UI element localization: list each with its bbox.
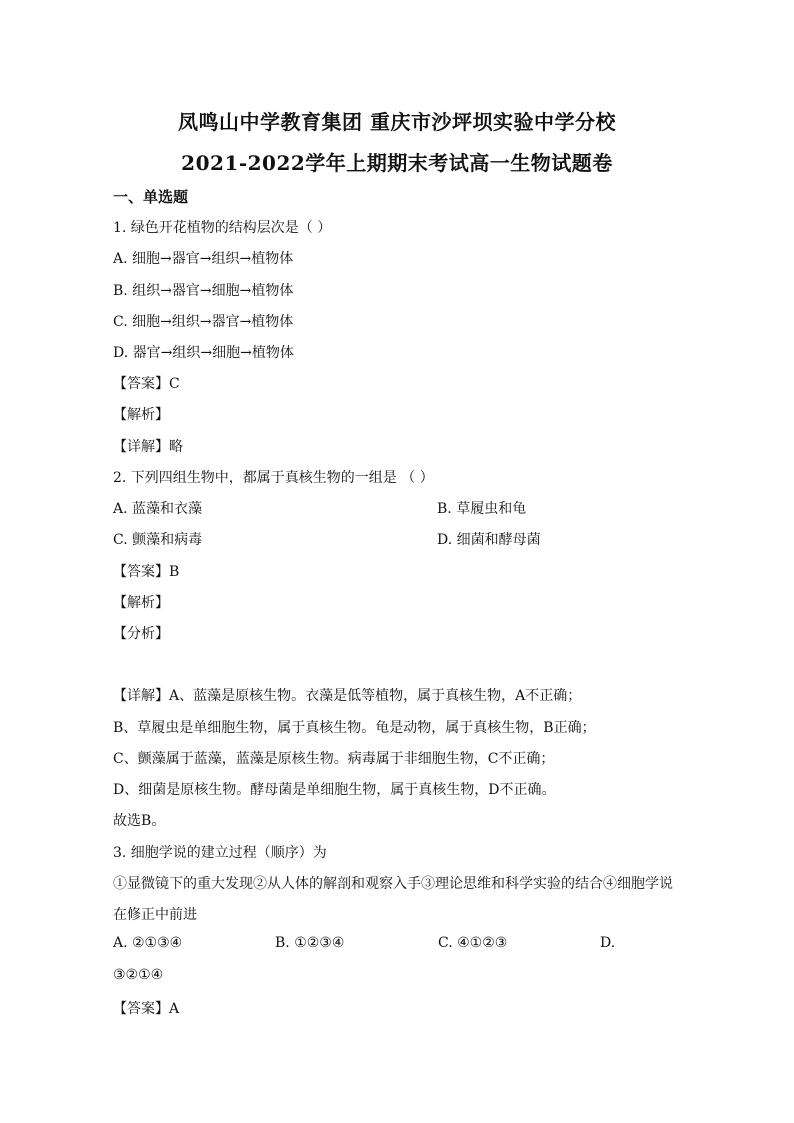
q3-option-d-value: ③②①④ — [113, 967, 164, 983]
q3-option-b: B. ①②③④ — [275, 935, 345, 951]
q2-fenxi: 【分析】 — [113, 626, 169, 642]
q3-answer: 【答案】A — [113, 1001, 180, 1017]
q1-option-d: D. 器官→组织→细胞→植物体 — [113, 345, 294, 361]
q3-option-d-label: D. — [600, 935, 616, 951]
q2-option-c: C. 颤藻和病毒 — [113, 532, 203, 548]
q3-option-c: C. ④①②③ — [438, 935, 508, 951]
q2-detail-line: 【详解】A、蓝藻是原核生物。衣藻是低等植物，属于真核生物，A不正确； — [113, 688, 582, 704]
q3-description-line2: 在修正中前进 — [113, 907, 197, 923]
q2-detail-line: C、颤藻属于蓝藻，蓝藻是原核生物。病毒属于非细胞生物，C不正确； — [113, 751, 555, 767]
q1-option-a: A. 细胞→器官→组织→植物体 — [113, 251, 294, 267]
header-title-line1: 凤鸣山中学教育集团 重庆市沙坪坝实验中学分校 — [178, 110, 616, 134]
q1-option-b: B. 组织→器官→细胞→植物体 — [113, 283, 294, 299]
q2-analysis: 【解析】 — [113, 595, 169, 611]
q1-analysis: 【解析】 — [113, 407, 169, 423]
q1-answer: 【答案】C — [113, 376, 180, 392]
q2-detail-line: D、细菌是原核生物。酵母菌是单细胞生物，属于真核生物，D不正确。 — [113, 782, 556, 798]
section-heading: 一、单选题 — [113, 188, 189, 206]
q2-option-a: A. 蓝藻和衣藻 — [113, 501, 203, 517]
q2-stem: 2. 下列四组生物中，都属于真核生物的一组是 （ ） — [113, 470, 434, 486]
q2-answer: 【答案】B — [113, 564, 180, 580]
q2-option-b: B. 草履虫和龟 — [437, 501, 527, 517]
q1-stem: 1. 绿色开花植物的结构层次是（ ） — [113, 220, 332, 236]
q1-option-c: C. 细胞→组织→器官→植物体 — [113, 314, 294, 330]
q2-detail-line: B、草履虫是单细胞生物，属于真核生物。龟是动物，属于真核生物，B正确； — [113, 720, 596, 736]
q3-stem: 3. 细胞学说的建立过程（顺序）为 — [113, 845, 327, 861]
q2-conclusion: 故选B。 — [113, 813, 166, 829]
header-title-line2: 2021-2022学年上期期末考试高一生物试题卷 — [181, 151, 613, 175]
q3-option-a: A. ②①③④ — [113, 935, 183, 951]
q3-description-line1: ①显微镜下的重大发现②从人体的解剖和观察入手③理论思维和科学实验的结合④细胞学说 — [113, 876, 673, 892]
q1-detail: 【详解】略 — [113, 439, 183, 455]
q2-option-d: D. 细菌和酵母菌 — [437, 532, 541, 548]
